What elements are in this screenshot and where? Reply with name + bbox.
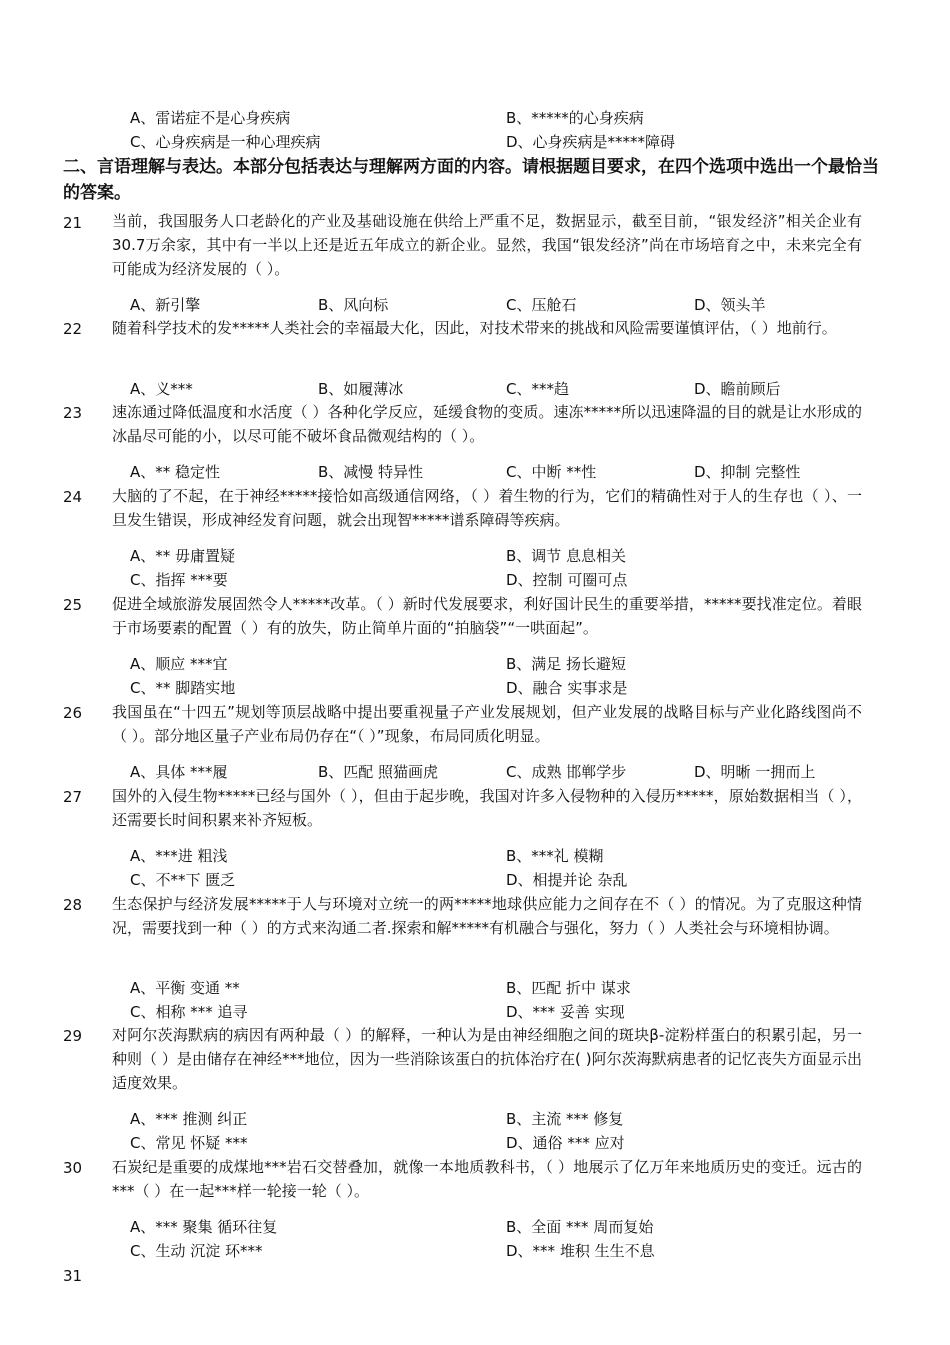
option-c: C、心身疾病是一种心理疾病 <box>130 133 321 151</box>
question-text: 大脑的了不起，在于神经*****接恰如高级通信网络，（ ）着生物的行为，它们的精确性对于人的生存也（ ）、一旦发生错误，形成神经发育问题，就会出现智*****谱系障碍等疾病。 <box>112 487 862 529</box>
question-number: 24 <box>63 488 83 506</box>
option-b: B、匹配 照猫画虎 <box>318 763 439 781</box>
question-text: 国外的入侵生物*****已经与国外（ ），但由于起步晚，我国对许多入侵物种的入侵历*****，原始数据相当（ ），还需要长时间积累来补齐短板。 <box>112 787 862 829</box>
option-a: A、*** 聚集 循环往复 <box>130 1218 278 1236</box>
option-d: D、控制 可圈可点 <box>506 571 628 589</box>
option-c: C、不**下 匮乏 <box>130 871 236 889</box>
option-b: B、风向标 <box>318 296 389 314</box>
option-c: C、相称 *** 追寻 <box>130 1003 248 1021</box>
option-d: D、领头羊 <box>694 296 766 314</box>
option-a: A、义*** <box>130 380 193 398</box>
option-a: A、顺应 ***宜 <box>130 655 228 673</box>
option-d: D、瞻前顾后 <box>694 380 781 398</box>
question-number: 23 <box>63 404 83 422</box>
question-number: 31 <box>63 1267 83 1285</box>
option-d: D、*** 妥善 实现 <box>506 1003 625 1021</box>
option-d: D、通俗 *** 应对 <box>506 1134 625 1152</box>
option-b: B、满足 扬长避短 <box>506 655 627 673</box>
question-text: 促进全域旅游发展固然令人*****改革。（ ）新时代发展要求，利好国计民生的重要举措，*****要找准定位。着眼于市场要素的配置（ ）有的放失，防止简单片面的“拍脑袋”“一哄面起”。 <box>112 595 862 637</box>
question-text: 当前，我国服务人口老龄化的产业及基础设施在供给上严重不足，数据显示，截至目前，“银发经济”相关企业有30.7万余家，其中有一半以上还是近五年成立的新企业。显然，我国“银发经济”尚在市场培育之中，未来完全有可能成为经济发展的（ ）。 <box>112 212 862 278</box>
option-a: A、新引擎 <box>130 296 201 314</box>
option-c: C、生动 沉淀 环*** <box>130 1242 263 1260</box>
option-c: C、压舱石 <box>506 296 577 314</box>
option-c: C、***趋 <box>506 380 569 398</box>
question-text: 随着科学技术的发*****人类社会的幸福最大化，因此，对技术带来的挑战和风险需要谨慎评估，（ ）地前行。 <box>112 319 837 337</box>
option-b: B、减慢 特异性 <box>318 463 424 481</box>
question-number: 25 <box>63 596 83 614</box>
option-b: B、调节 息息相关 <box>506 547 627 565</box>
option-d: D、融合 实事求是 <box>506 679 628 697</box>
question-text: 石炭纪是重要的成煤地***岩石交替叠加，就像一本地质教科书，（ ）地展示了亿万年来地质历史的变迁。远古的***（ ）在一起***样一轮接一轮（ ）。 <box>112 1158 862 1200</box>
option-c: C、成熟 邯郸学步 <box>506 763 627 781</box>
option-d: D、明晰 一拥而上 <box>694 763 816 781</box>
option-a: A、*** 推测 纠正 <box>130 1110 248 1128</box>
option-b: B、匹配 折中 谋求 <box>506 979 631 997</box>
option-a: A、雷诺症不是心身疾病 <box>130 109 291 127</box>
question-text: 速冻通过降低温度和水活度（ ）各种化学反应，延缓食物的变质。速冻*****所以迅速降温的目的就是让水形成的冰晶尽可能的小，以尽可能不破坏食品微观结构的（ ）。 <box>112 403 862 445</box>
question-number: 30 <box>63 1159 83 1177</box>
option-d: D、相提并论 杂乱 <box>506 871 628 889</box>
question-number: 26 <box>63 704 83 722</box>
option-a: A、** 稳定性 <box>130 463 221 481</box>
option-a: A、具体 ***履 <box>130 763 228 781</box>
option-b: B、如履薄冰 <box>318 380 404 398</box>
question-number: 28 <box>63 896 83 914</box>
question-number: 27 <box>63 788 83 806</box>
option-d: D、心身疾病是*****障碍 <box>506 133 676 151</box>
option-a: A、***进 粗浅 <box>130 847 228 865</box>
option-c: C、中断 **性 <box>506 463 597 481</box>
question-text: 对阿尔茨海默病的病因有两种最（ ）的解释，一种认为是由神经细胞之间的斑块β-淀粉样蛋白的积累引起，另一种则（ ）是由储存在神经***地位，因为一些消除该蛋白的抗体治疗在( )阿尔茨海默病患者的记忆丧失方面显示出适度效果。 <box>112 1026 862 1092</box>
option-c: C、** 脚踏实地 <box>130 679 236 697</box>
option-b: B、全面 *** 周而复始 <box>506 1218 654 1236</box>
question-text: 我国虽在“十四五”规划等顶层战略中提出要重视量子产业发展规划，但产业发展的战略目标与产业化路线图尚不（ ）。部分地区量子产业布局仍存在“（ ）”现象，布局同质化明显。 <box>112 703 862 745</box>
question-number: 21 <box>63 214 83 232</box>
option-d: D、抑制 完整性 <box>694 463 801 481</box>
option-a: A、平衡 变通 ** <box>130 979 240 997</box>
option-c: C、指挥 ***要 <box>130 571 228 589</box>
option-d: D、*** 堆积 生生不息 <box>506 1242 655 1260</box>
option-c: C、常见 怀疑 *** <box>130 1134 248 1152</box>
option-a: A、** 毋庸置疑 <box>130 547 236 565</box>
section-heading: 二、言语理解与表达。本部分包括表达与理解两方面的内容。请根据题目要求，在四个选项中选出一个最恰当的答案。 <box>63 157 879 203</box>
question-text: 生态保护与经济发展*****于人与环境对立统一的两*****地球供应能力之间存在不（ ）的情况。为了克服这种情况，需要找到一种（ ）的方式来沟通二者.探索和解*****有机融合与强化，努力（ ）人类社会与环境相协调。 <box>112 895 862 937</box>
question-number: 22 <box>63 320 83 338</box>
option-b: B、*****的心身疾病 <box>506 109 644 127</box>
option-b: B、***礼 模糊 <box>506 847 604 865</box>
option-b: B、主流 *** 修复 <box>506 1110 624 1128</box>
question-number: 29 <box>63 1027 83 1045</box>
